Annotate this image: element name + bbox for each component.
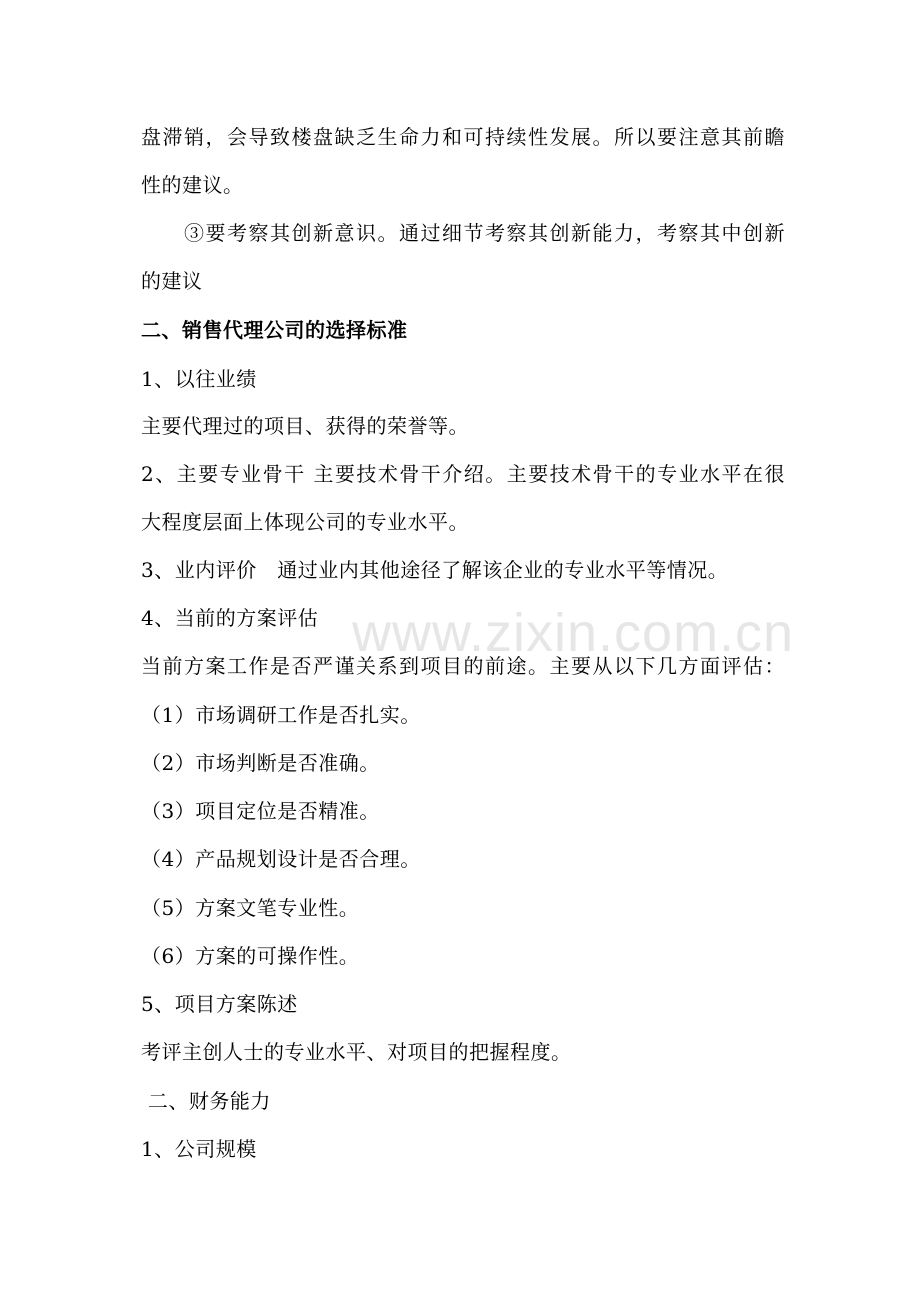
section-heading: 二、财务能力 xyxy=(141,1089,271,1113)
list-item: （2）市场判断是否准确。 xyxy=(141,751,380,775)
paragraph-line: 当前方案工作是否严谨关系到项目的前途。主要从以下几方面评估： xyxy=(141,654,785,678)
section-heading: 二、销售代理公司的选择标准 xyxy=(141,318,408,342)
paragraph-line: 盘滞销，会导致楼盘缺乏生命力和可持续性发展。所以要注意其前瞻 xyxy=(141,125,785,149)
subsection-heading: 1、以往业绩 xyxy=(141,367,257,391)
list-item: （5）方案文笔专业性。 xyxy=(141,896,360,920)
subsection-heading: 5、项目方案陈述 xyxy=(141,992,298,1016)
paragraph-line: 考评主创人士的专业水平、对项目的把握程度。 xyxy=(141,1040,572,1064)
subsection-heading: 3、业内评价 通过业内其他途径了解该企业的专业水平等情况。 xyxy=(141,558,729,582)
watermark: www.zixin.com.cn xyxy=(352,603,795,663)
subsection-heading: 4、当前的方案评估 xyxy=(141,606,319,630)
paragraph-line: 的建议 xyxy=(141,269,203,293)
list-item: （6）方案的可操作性。 xyxy=(141,944,360,968)
subsection-heading: 1、公司规模 xyxy=(141,1137,257,1161)
list-item: （4）产品规划设计是否合理。 xyxy=(141,847,421,871)
list-item: （1）市场调研工作是否扎实。 xyxy=(141,703,421,727)
list-item: （3）项目定位是否精准。 xyxy=(141,799,380,823)
paragraph-line: 主要代理过的项目、获得的荣誉等。 xyxy=(141,414,469,438)
paragraph-line: 性的建议。 xyxy=(141,173,244,197)
subsection-heading: 2、主要专业骨干 主要技术骨干介绍。主要技术骨干的专业水平在很 xyxy=(141,462,785,486)
paragraph-line: 大程度层面上体现公司的专业水平。 xyxy=(141,510,469,534)
paragraph-line: ③要考察其创新意识。通过细节考察其创新能力，考察其中创新 xyxy=(184,221,785,245)
